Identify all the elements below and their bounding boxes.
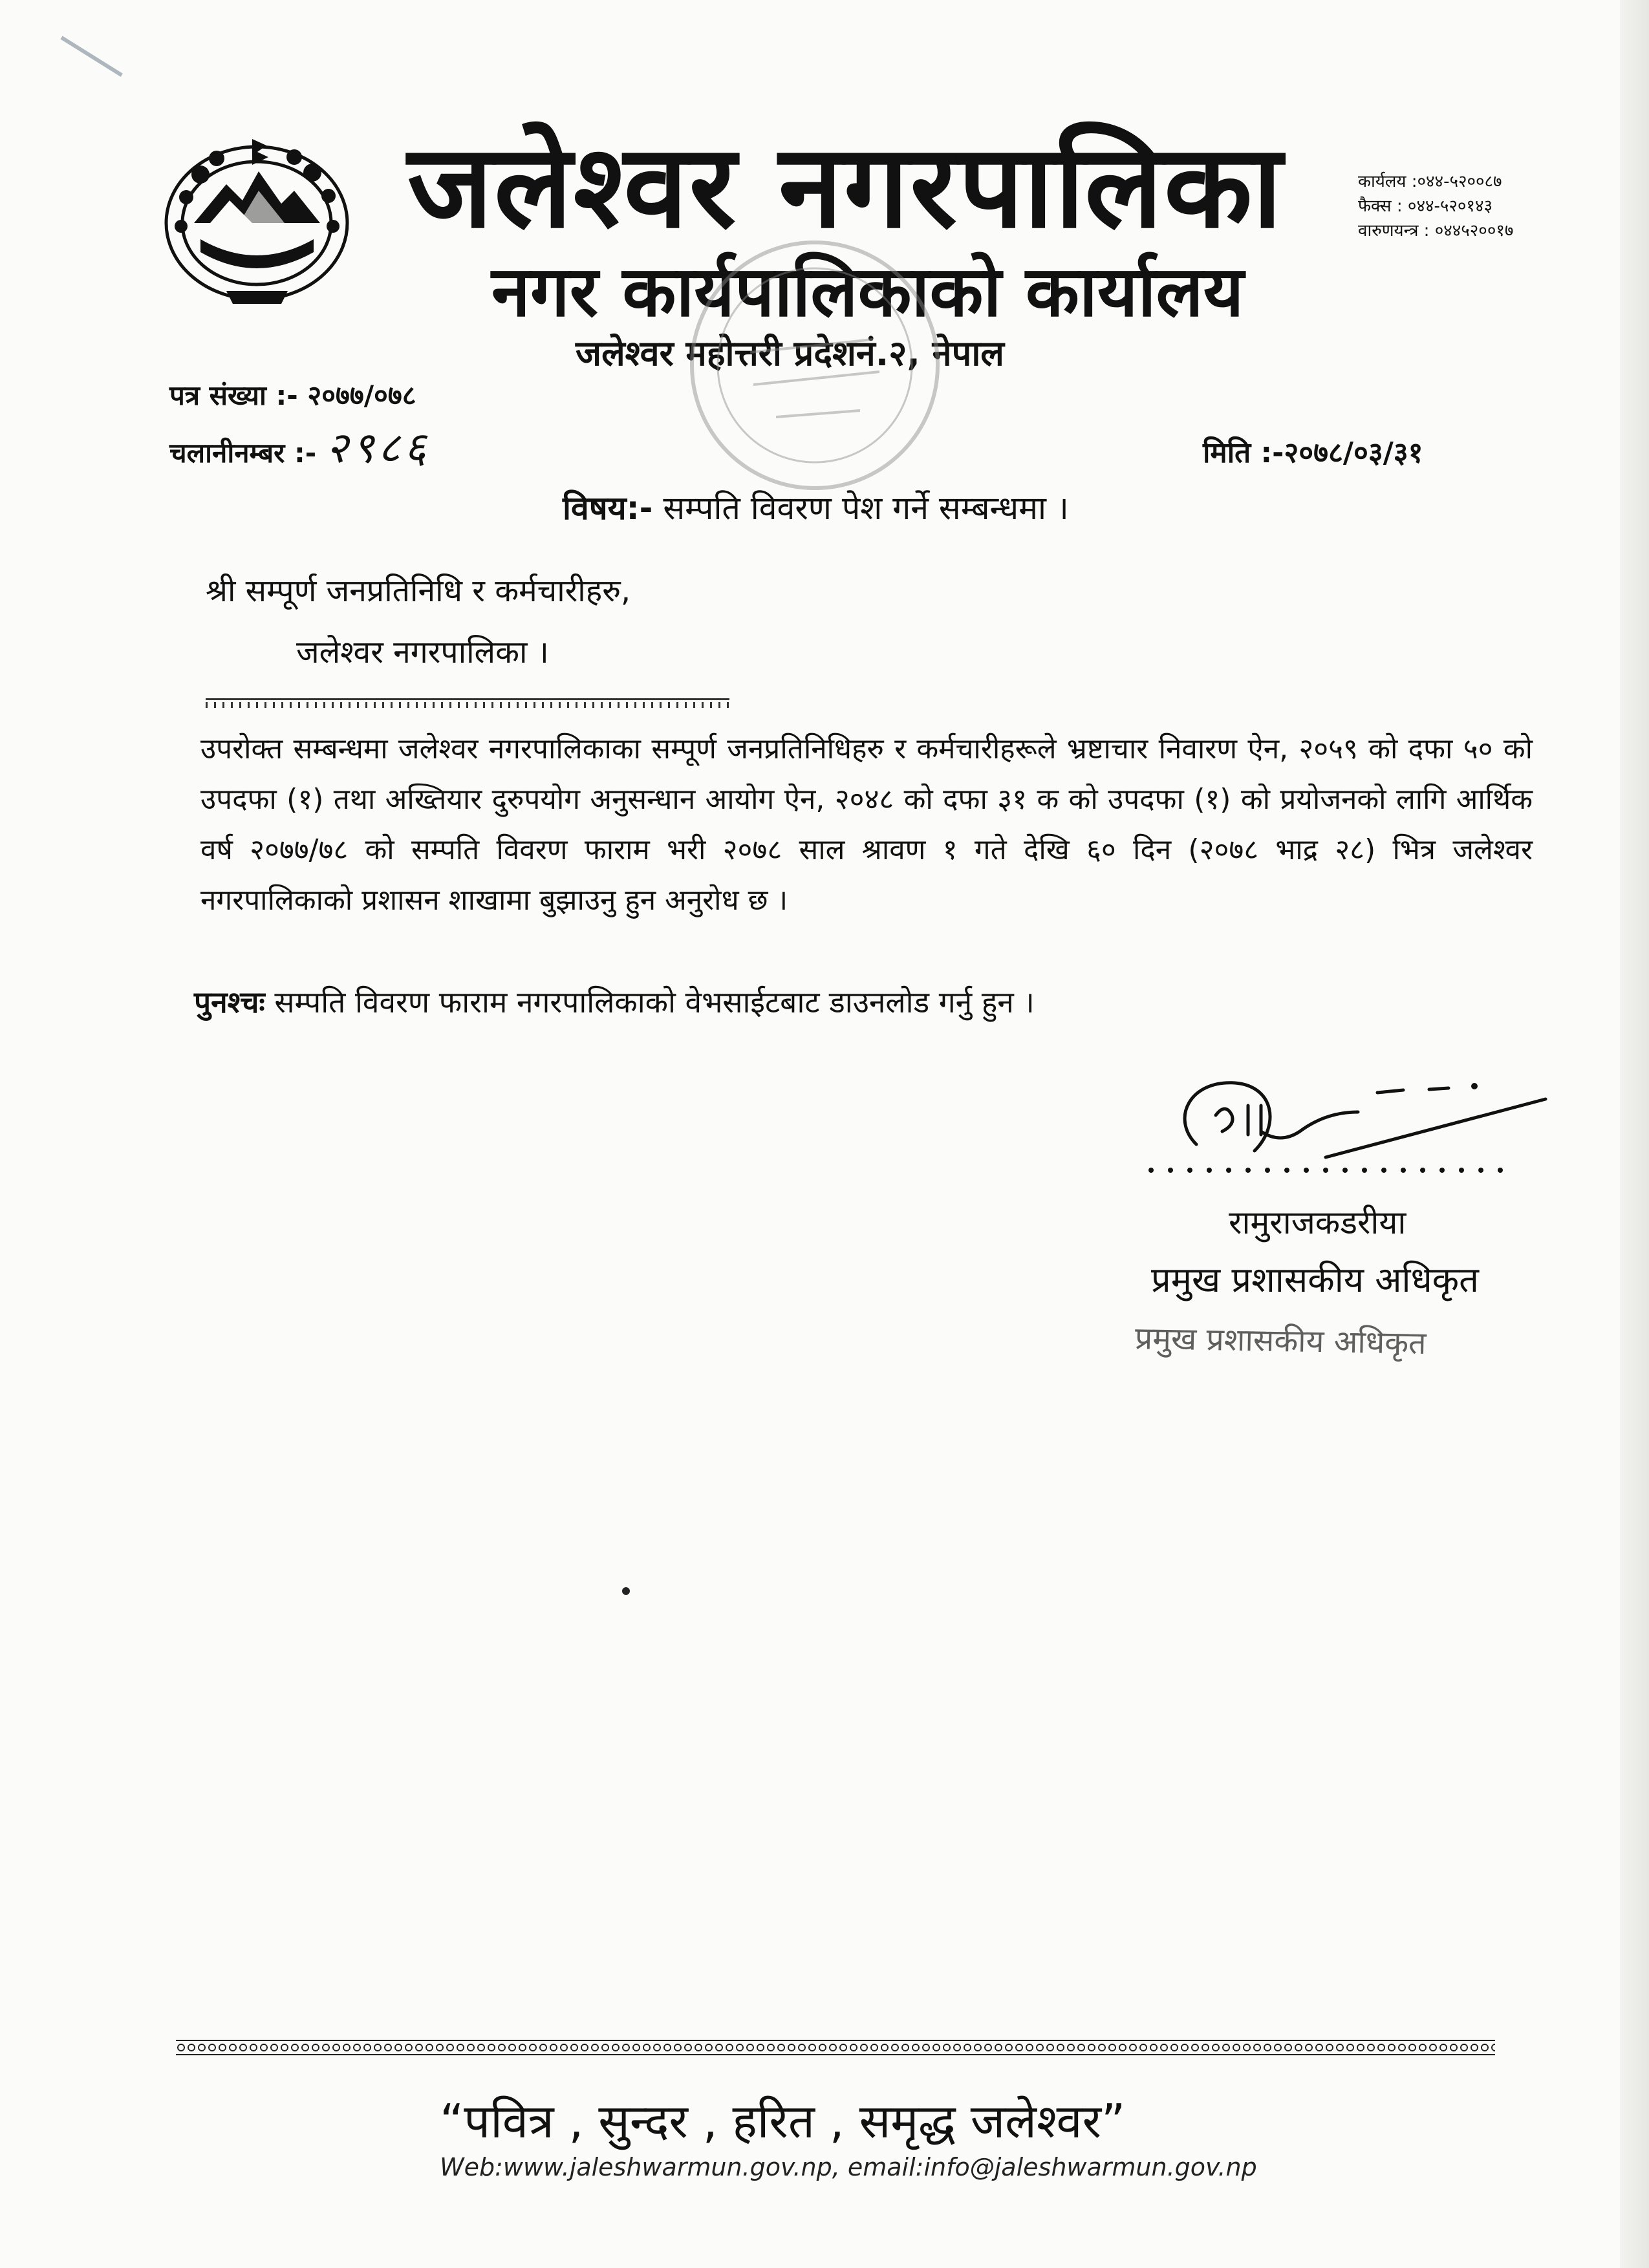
postscript-label: पुनश्चः	[194, 985, 265, 1020]
office-stamp	[679, 230, 951, 501]
nepal-emblem-logo	[155, 126, 359, 314]
scan-speck	[622, 1587, 630, 1595]
dispatch-number-label: चलानीनम्बर :-	[169, 437, 317, 469]
subject-text: सम्पति विवरण पेश गर्ने सम्बन्धमा ।	[663, 489, 1069, 527]
footer-web-email: Web:www.jaleshwarmun.gov.np, email:info@jaleshwarmun.gov.np	[440, 2153, 1257, 2181]
signatory-stamp: प्रमुख प्रशासकीय अधिकृत	[1134, 1320, 1427, 1362]
page-edge	[1620, 0, 1649, 2268]
letter-number: पत्र संख्या :- २०७७/०७८	[169, 380, 416, 411]
handwritten-signature	[1132, 1060, 1552, 1203]
dispatch-number-handwritten: २९८६	[325, 423, 431, 473]
postscript-text: सम्पति विवरण फाराम नगरपालिकाको वेभसाईटबाट डाउनलोड गर्नु हुन ।	[274, 985, 1035, 1020]
water-supply-phone: वारुणयन्त्र : ०४४५२००१७	[1358, 221, 1514, 241]
office-phone: कार्यलय :०४४-५२००८७	[1358, 172, 1502, 191]
signatory-name: रामुराजकडरीया	[1229, 1204, 1406, 1241]
body-paragraph: उपरोक्त सम्बन्धमा जलेश्वर नगरपालिकाका सम्पूर्ण जनप्रतिनिधिहरु र कर्मचारीहरूले भ्रष्टाचार निवारण ऐन, २०५९ को दफा ५० को उपदफा (१) तथा अख्तियार दुरुपयोग अनुसन्धान आयोग ऐन, २०४८ को दफा ३१ क को उपदफा (१) को प्रयोजनको लागि आर्थिक वर्ष २०७७/७८ को सम्पति विवरण फाराम भरी २०७८ साल श्रावण १ गते देखि ६० दिन (२०७८ भाद्र २८) भित्र जलेश्वर नगरपालिकाको प्रशासन शाखामा बुझाउनु हुन अनुरोध छ ।	[200, 733, 1533, 917]
subject-line	[563, 485, 1069, 529]
org-title: जलेश्वर नगरपालिका	[407, 120, 1284, 253]
recipient-line-2: जलेश्वर नगरपालिका ।	[296, 634, 549, 670]
address-line: जलेश्वर महोत्तरी प्रदेशनं.२, नेपाल	[576, 333, 1004, 374]
office-title: नगर कार्यपालिकाको कार्यालय	[491, 251, 1244, 332]
letter-date: मिति :-२०७८/०३/३१	[1203, 436, 1423, 469]
footer-motto: “पवित्र , सुन्दर , हरित , समृद्ध जलेश्वर”	[440, 2094, 1126, 2148]
footer-ornamental-border	[176, 2040, 1495, 2055]
dispatch-number-row	[169, 417, 430, 475]
postscript	[194, 981, 1035, 1022]
signatory-title: प्रमुख प्रशासकीय अधिकृत	[1151, 1259, 1479, 1300]
contact-block	[1358, 169, 1513, 243]
separator-rule	[206, 698, 729, 709]
scan-mark	[60, 36, 122, 76]
fax-number: फैक्स : ०४४-५२०१४३	[1358, 197, 1493, 216]
subject-label: विषय:-	[563, 489, 653, 527]
recipient-line-1: श्री सम्पूर्ण जनप्रतिनिधि र कर्मचारीहरु,	[206, 573, 631, 609]
